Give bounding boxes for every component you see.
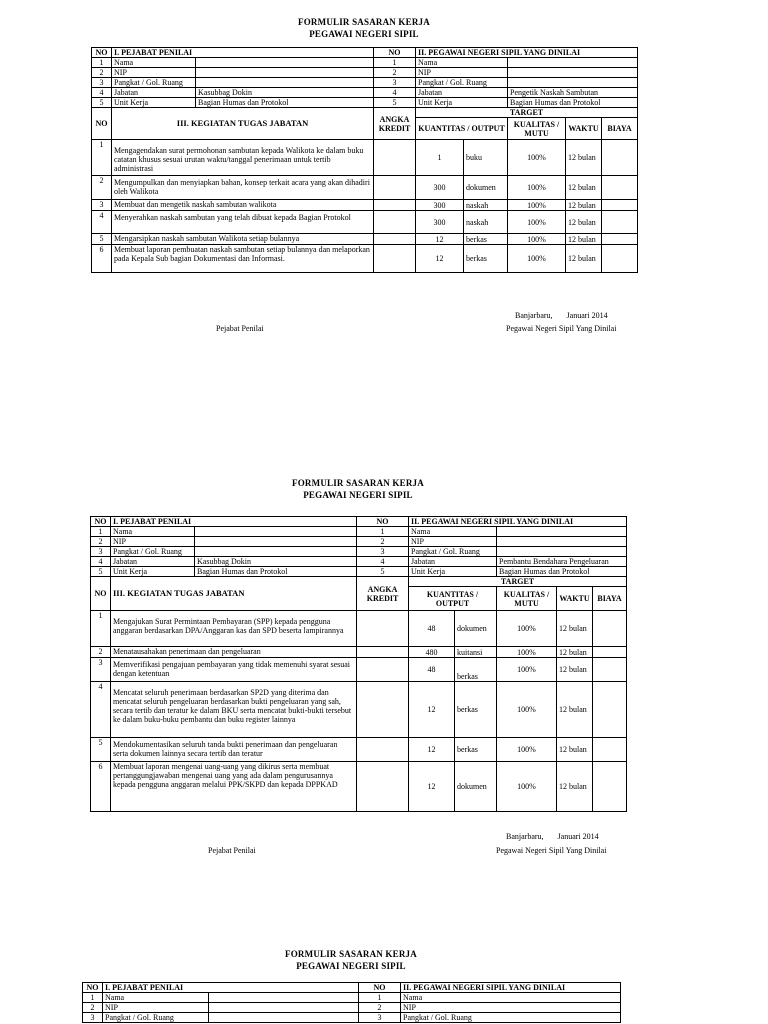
field-value [195,527,357,537]
field-label: Nama [401,993,621,1003]
task-row [91,762,627,812]
form-subtitle: PEGAWAI NEGERI SIPIL [303,490,413,500]
credit-header: ANGKA KREDIT [357,577,409,611]
field-label: NIP [401,1003,621,1013]
no-header: NO [91,577,111,611]
task-number: 2 [92,176,112,200]
field-value [497,537,627,547]
cost-cell [602,176,638,200]
task-quantity: 12 [409,762,455,812]
field-label: NIP [112,68,196,78]
task-number: 6 [91,762,111,812]
task-quality: 100% [497,738,557,762]
field-label: Jabatan [416,88,508,98]
info-row [92,98,638,108]
row-number: 4 [374,88,416,98]
field-label: Pangkat / Gol. Ruang [111,547,195,557]
form-2 [90,477,626,812]
row-number: 1 [92,58,112,68]
signature-date-text: Januari 2014 [557,832,599,841]
info-row [92,88,638,98]
field-value [196,78,374,88]
cost-cell [602,200,638,211]
task-quantity: 12 [416,245,464,273]
field-label: Nama [112,58,196,68]
task-number: 1 [91,611,111,647]
field-label: Jabatan [409,557,497,567]
info-header-row [91,517,627,527]
cost-cell [593,682,627,738]
row-number: 1 [91,527,111,537]
info-row [92,78,638,88]
field-label: Jabatan [112,88,196,98]
task-quality: 100% [508,211,566,234]
task-unit: buku [464,140,508,176]
field-value: Kasubbag Dokin [196,88,374,98]
field-value [508,78,638,88]
target-header: TARGET [409,577,627,587]
task-time: 12 bulan [566,140,602,176]
task-number: 4 [91,682,111,738]
info-row [91,557,627,567]
field-value [195,537,357,547]
task-number: 1 [92,140,112,176]
field-label: Unit Kerja [112,98,196,108]
field-value [195,547,357,557]
row-number: 5 [374,98,416,108]
row-number: 3 [91,547,111,557]
task-unit: dokumen [455,611,497,647]
task-time: 12 bulan [566,211,602,234]
no-header: NO [92,48,112,58]
field-value [508,68,638,78]
signature-date [515,310,608,322]
field-label: NIP [103,1003,209,1013]
field-label: Unit Kerja [409,567,497,577]
field-value: Pengetik Naskah Sambutan [508,88,638,98]
task-row [92,211,638,234]
evaluator-header: I. PEJABAT PENILAI [112,48,374,58]
activity-header: III. KEGIATAN TUGAS JABATAN [112,108,374,140]
field-value: Bagian Humas dan Protokol [497,567,627,577]
task-time: 12 bulan [566,245,602,273]
task-row [92,176,638,200]
task-quality: 100% [497,682,557,738]
cost-cell [593,611,627,647]
task-quality: 100% [508,245,566,273]
task-description: Mengajukan Surat Permintaan Pembayaran (SPP) kepada pengguna anggaran berdasarkan DPA/Anggaran kas dan SPD beserta lampirannya [111,611,357,647]
field-value [196,68,374,78]
task-quality: 100% [497,762,557,812]
task-row [92,234,638,245]
row-number: 2 [357,537,409,547]
task-unit: naskah [464,200,508,211]
signature-place: Banjarbaru, [515,311,553,320]
form-subtitle: PEGAWAI NEGERI SIPIL [296,961,406,971]
row-number: 1 [374,58,416,68]
info-row [92,58,638,68]
credit-header: ANGKA KREDIT [374,108,416,140]
task-time: 12 bulan [566,234,602,245]
row-number: 1 [359,993,401,1003]
cost-cell [593,658,627,682]
task-unit: dokumen [464,176,508,200]
task-description: Membuat dan mengetik naskah sambutan walikota [112,200,374,211]
no-header: NO [359,983,401,993]
cost-cell [602,140,638,176]
field-label: Unit Kerja [416,98,508,108]
quantity-header: KUANTITAS / OUTPUT [409,587,497,611]
field-label: Pangkat / Gol. Ruang [416,78,508,88]
task-time: 12 bulan [566,200,602,211]
no-header: NO [374,48,416,58]
task-header-row [92,108,638,118]
signature-left: Pejabat Penilai [208,846,256,855]
row-number: 5 [91,567,111,577]
time-header: WAKTU [566,118,602,140]
signature-date-text: Januari 2014 [566,311,608,320]
task-unit: berkas [464,245,508,273]
task-unit: berkas [464,234,508,245]
evaluator-header: I. PEJABAT PENILAI [111,517,357,527]
quality-header: KUALITAS / MUTU [497,587,557,611]
task-quality: 100% [497,658,557,682]
task-unit: berkas [455,738,497,762]
row-number: 3 [357,547,409,557]
row-number: 2 [92,68,112,78]
info-header-row [83,983,621,993]
form-title: FORMULIR SASARAN KERJA [298,17,430,27]
form-title: FORMULIR SASARAN KERJA [285,949,417,959]
row-number: 2 [374,68,416,78]
info-row [91,547,627,557]
task-unit: berkas [455,658,497,682]
employee-header: II. PEGAWAI NEGERI SIPIL YANG DINILAI [409,517,627,527]
cost-cell [602,211,638,234]
task-row [91,682,627,738]
task-row [92,140,638,176]
row-number: 5 [357,567,409,577]
task-time: 12 bulan [557,682,593,738]
task-unit: naskah [464,211,508,234]
task-description: Menatausahakan penerimaan dan pengeluaran [111,647,357,658]
field-value [209,993,359,1003]
field-label: NIP [111,537,195,547]
field-label: Jabatan [111,557,195,567]
cost-header: BIAYA [593,587,627,611]
assessment-table [90,516,627,812]
field-value: Bagian Humas dan Protokol [196,98,374,108]
no-header: NO [92,108,112,140]
evaluator-header: I. PEJABAT PENILAI [103,983,359,993]
signature-left: Pejabat Penilai [216,324,264,333]
credit-cell [357,762,409,812]
task-quantity: 300 [416,200,464,211]
credit-cell [374,234,416,245]
quality-header: KUALITAS / MUTU [508,118,566,140]
info-header-row [92,48,638,58]
task-row [91,611,627,647]
row-number: 2 [359,1003,401,1013]
field-value [209,1003,359,1013]
task-description: Mendokumentasikan seluruh tanda bukti penerimaan dan pengeluaran serta dokumen lainnya secara tertib dan teratur [111,738,357,762]
row-number: 4 [357,557,409,567]
task-time: 12 bulan [557,738,593,762]
task-description: Mencatat seluruh penerimaan berdasarkan SP2D yang diterima dan mencatat seluruh pengeluaran berdasarkan bukti pengeluaran yang sah, secara tertib dan teratur ke dalam BKU serta mencatat bukti-bukti tersebut ke dalam buku-buku pembantu dan buku register lainnya [111,682,357,738]
row-number: 2 [91,537,111,547]
field-label: Nama [416,58,508,68]
task-row [91,658,627,682]
field-label: Pangkat / Gol. Ruang [112,78,196,88]
form-3 [82,948,620,1023]
quantity-header: KUANTITAS / OUTPUT [416,118,508,140]
field-label: Unit Kerja [111,567,195,577]
task-description: Membuat laporan mengenai uang-uang yang dikirus serta membuat pertanggungjawaban mengenai uang yang ada dalam pengurusannya kepada pengguna anggaran melalui PPK/SKPD dan kepada DPPKAD [111,762,357,812]
credit-cell [374,140,416,176]
credit-cell [357,647,409,658]
row-number: 3 [359,1013,401,1023]
row-number: 5 [92,98,112,108]
field-value: Bagian Humas dan Protokol [195,567,357,577]
task-unit: dokumen [455,762,497,812]
cost-cell [602,234,638,245]
info-row [83,1013,621,1023]
task-quantity: 12 [416,234,464,245]
field-label: Pangkat / Gol. Ruang [401,1013,621,1023]
task-number: 5 [92,234,112,245]
credit-cell [374,245,416,273]
credit-cell [357,738,409,762]
task-number: 3 [91,658,111,682]
employee-header: II. PEGAWAI NEGERI SIPIL YANG DINILAI [401,983,621,993]
task-quantity: 1 [416,140,464,176]
signature-right: Pegawai Negeri Sipil Yang Dinilai [506,324,617,333]
row-number: 4 [92,88,112,98]
info-row [92,68,638,78]
signature-date [506,831,599,843]
form-title: FORMULIR SASARAN KERJA [292,478,424,488]
task-unit: kuitansi [455,647,497,658]
employee-header: II. PEGAWAI NEGERI SIPIL YANG DINILAI [416,48,638,58]
no-header: NO [83,983,103,993]
task-time: 12 bulan [557,611,593,647]
task-number: 4 [92,211,112,234]
credit-cell [357,658,409,682]
field-value [508,58,638,68]
task-quality: 100% [508,200,566,211]
credit-cell [357,611,409,647]
task-number: 2 [91,647,111,658]
task-row [91,738,627,762]
row-number: 3 [92,78,112,88]
task-header-row [91,577,627,587]
task-unit: berkas [455,682,497,738]
field-label: NIP [409,537,497,547]
task-time: 12 bulan [557,658,593,682]
field-label: Nama [409,527,497,537]
task-time: 12 bulan [566,176,602,200]
task-quantity: 12 [409,738,455,762]
assessment-table [91,47,638,273]
no-header: NO [357,517,409,527]
task-time: 12 bulan [557,762,593,812]
credit-cell [374,176,416,200]
task-quality: 100% [497,611,557,647]
task-quantity: 48 [409,611,455,647]
task-time: 12 bulan [557,647,593,658]
no-header: NO [91,517,111,527]
field-label: NIP [416,68,508,78]
cost-cell [593,762,627,812]
time-header: WAKTU [557,587,593,611]
task-quantity: 12 [409,682,455,738]
task-number: 6 [92,245,112,273]
task-quality: 100% [508,234,566,245]
cost-cell [593,647,627,658]
task-quantity: 480 [409,647,455,658]
field-value: Bagian Humas dan Protokol [508,98,638,108]
task-description: Mengarsipkan naskah sambutan Walikota setiap bulannya [112,234,374,245]
signature-right: Pegawai Negeri Sipil Yang Dinilai [496,846,607,855]
task-quantity: 300 [416,176,464,200]
task-description: Membuat laporan pembuatan naskah sambutan setiap bulannya dan melaporkan pada Kepala Sub bagian Dokumentasi dan Informasi. [112,245,374,273]
credit-cell [374,211,416,234]
cost-header: BIAYA [602,118,638,140]
task-row [91,647,627,658]
task-number: 5 [91,738,111,762]
task-description: Mengagendakan surat permohonan sambutan kepada Walikota ke dalam buku catatan khusus sesuai urutan waktu/tanggal penerimaan untuk tertib administrasi [112,140,374,176]
field-value: Pembantu Bendahara Pengeluaran [497,557,627,567]
task-quality: 100% [508,176,566,200]
task-description: Memverifikasi pengajuan pembayaran yang tidak memenuhi syarat sesuai dengan ketentuan [111,658,357,682]
credit-cell [357,682,409,738]
info-row [91,537,627,547]
field-label: Pangkat / Gol. Ruang [409,547,497,557]
task-description: Menyerahkan naskah sambutan yang telah dibuat kepada Bagian Protokol [112,211,374,234]
field-label: Nama [111,527,195,537]
task-quality: 100% [508,140,566,176]
row-number: 3 [83,1013,103,1023]
info-row [83,1003,621,1013]
task-quality: 100% [497,647,557,658]
row-number: 1 [357,527,409,537]
field-value [497,527,627,537]
form-subtitle: PEGAWAI NEGERI SIPIL [309,29,419,39]
row-number: 4 [91,557,111,567]
task-number: 3 [92,200,112,211]
row-number: 1 [83,993,103,1003]
cost-cell [602,245,638,273]
task-row [92,245,638,273]
activity-header: III. KEGIATAN TUGAS JABATAN [111,577,357,611]
task-quantity: 300 [416,211,464,234]
field-value [497,547,627,557]
task-quantity: 48 [409,658,455,682]
field-value: Kasubbag Dokin [195,557,357,567]
info-row [91,527,627,537]
field-label: Pangkat / Gol. Ruang [103,1013,209,1023]
signature-place: Banjarbaru, [506,832,544,841]
target-header: TARGET [416,108,638,118]
field-label: Nama [103,993,209,1003]
field-value [209,1013,359,1023]
assessment-table [82,982,621,1023]
task-row [92,200,638,211]
form-1 [91,16,637,273]
info-row [91,567,627,577]
credit-cell [374,200,416,211]
task-description: Mengumpulkan dan menyiapkan bahan, konsep terkait acara yang akan dihadiri oleh Walikota [112,176,374,200]
info-row [83,993,621,1003]
row-number: 3 [374,78,416,88]
field-value [196,58,374,68]
cost-cell [593,738,627,762]
row-number: 2 [83,1003,103,1013]
